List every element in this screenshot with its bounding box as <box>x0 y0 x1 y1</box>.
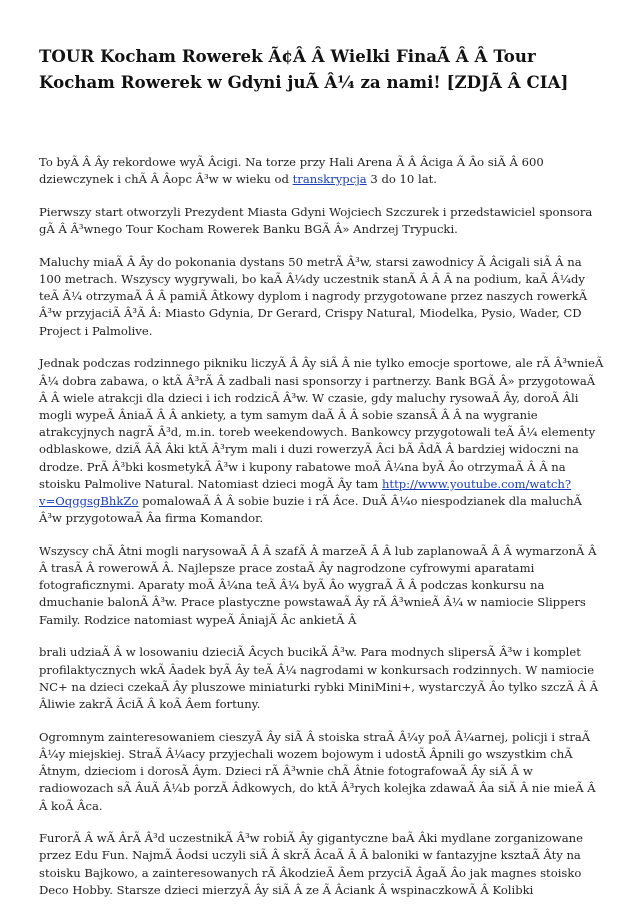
paragraph <box>39 254 607 340</box>
paragraph-text: Jednak podczas rodzinnego pikniku liczyÃ Â Ây siÃ Â nie tylko emocje sportowe, ale rÃ Â³wnieÃ Â¼ dobra zabawa, o ktÃ Â³rÃ Â zadbali nasi sponsorzy i partnerzy. Bank BGÃ Â» przygotowaÃ Â Â wiele atrakcji dla dzieci i ich rodzicÃ Â³w. W czasie, gdy maluchy rysowaÃ Ây, doroÃ Âli mogli wypeÃ ÂniaÃ Â Â ankiety, a tym samym daÃ Â Â sobie szansÃ Â Â na wygranie atrakcyjnych nagrÃ Â³d, m.in. toreb weekendowych. Bankowcy przygotowali teÃ Â¼ elementy odblaskowe, dziÃ ÂÃ Âki ktÃ Â³rym mali i duzi rowerzyÃ Âci bÃ ÂdÃ Â bardziej widoczni na drodze. PrÃ Â³bki kosmetykÃ Â³w i kupony rabatowe moÃ Â¼na byÃ Âo otrzymaÃ Â Â na stoisku Palmolive Natural. Natomiast dzieci mogÃ Ây tam <box>39 356 604 491</box>
article-title: TOUR Kocham Rowerek Ã¢Â Â Wielki FinaÃ Â Â Tour Kocham Rowerek w Gdyni juÃ Â¼ za nami! [ZDJÃ Â CIA] <box>39 46 569 92</box>
paragraph-text: pomalowaÃ Â Â sobie buzie i rÃ Âce. DuÃ Â¼o niespodzianek dla maluchÃ Â³w przygotowaÃ Âa firma Komandor. <box>39 493 582 526</box>
paragraph <box>39 729 607 815</box>
paragraph <box>39 644 607 713</box>
paragraph <box>39 355 607 527</box>
paragraph-text: Pierwszy start otworzyli Prezydent Miasta Gdyni Wojciech Szczurek i przedstawiciel sponsora gÃ Â Â³wnego Tour Kocham Rowerek Banku BGÃ Â» Andrzej Trypucki. <box>39 204 593 237</box>
paragraph-text: Ogromnym zainteresowaniem cieszyÃ Ây siÃ Â stoiska straÃ Â¼y poÃ Â¼arnej, policji i straÃ Â¼y miejskiej. StraÃ Â¼acy przyjechali wozem bojowym i udostÃ Âpnili go wszystkim chÃ Âtnym, dzieciom i dorosÃ Âym. Dzieci rÃ Â³wnie chÃ Âtnie fotografowaÃ Ây siÃ Â w radiowozach sÃ ÂuÃ Â¼b porzÃ Âdkowych, do ktÃ Â³rych kolejka zdawaÃ Âa siÃ Â nie mieÃ Â Â koÃ Âca. <box>39 729 596 813</box>
article-body <box>39 154 607 915</box>
inline-link[interactable]: transkrypcja <box>292 172 367 187</box>
paragraph <box>39 543 607 629</box>
paragraph <box>39 830 607 899</box>
document-page <box>39 43 605 95</box>
paragraph-text: Wszyscy chÃ Âtni mogli narysowaÃ Â Â szafÃ Â marzeÃ Â Â lub zaplanowaÃ Â Â wymarzonÃ Â Â trasÃ Â rowerowÃ Â. Najlepsze prace zostaÃ Ây nagrodzone cyfrowymi aparatami fotograficznymi. Aparaty moÃ Â¼na teÃ Â¼ byÃ Âo wygraÃ Â Â podczas konkursu na dmuchanie balonÃ Â³w. Prace plastyczne powstawaÃ Ây rÃ Â³wnieÃ Â¼ w namiocie Slippers Family. Rodzice natomiast wypeÃ ÂniajÃ Âc ankietÃ Â <box>39 543 597 627</box>
inline-link[interactable]: http://www.youtube.com/watch?v=OqggsgBhkZo <box>39 476 572 508</box>
paragraph <box>39 154 607 188</box>
paragraph-text: Maluchy miaÃ Â Ây do pokonania dystans 50 metrÃ Â³w, starsi zawodnicy Ã Âcigali siÃ Â na 100 metrach. Wszyscy wygrywali, bo kaÃ Â¼dy uczestnik stanÃ Â Â Â na podium, kaÃ Â¼dy teÃ Â¼ otrzymaÃ Â Â pamiÃ Âtkowy dyplom i nagrody przygotowane przez naszych rowerkÃ Â³w przyjaciÃ Â³Ã Â: Miasto Gdynia, Dr Gerard, Crispy Natural, Miodelka, Pysio, Wader, CD Project i Palmolive. <box>39 254 588 338</box>
paragraph <box>39 204 607 238</box>
paragraph-text: brali udziaÃ Â w losowaniu dzieciÃ Âcych bucikÃ Â³w. Para modnych slipersÃ Â³w i komplet profilaktycznych wkÃ Âadek byÃ Ây teÃ Â¼ nagrodami w konkursach rodzinnych. W namiocie NC+ na dzieci czekaÃ Ây pluszowe miniaturki rybki MiniMini+, wystarczyÃ Âo tylko szczÃ Â Â Âliwie zakrÃ ÂciÃ Â koÃ Âem fortuny. <box>39 645 599 711</box>
paragraph-text: To byÃ Â Ây rekordowe wyÃ Âcigi. Na torze przy Hali Arena Ã Â Âciga Ã Âo siÃ Â 600 dziewczynek i chÃ Â Âopc Â³w w wieku od <box>39 155 544 187</box>
paragraph-text: FurorÃ Â wÃ ÂrÃ Â³d uczestnikÃ Â³w robiÃ Ây gigantyczne baÃ Âki mydlane zorganizowane przez Edu Fun. NajmÃ Âodsi uczyli siÃ Â skrÃ ÂcaÃ Â Â baloniki w fantazyjne ksztaÃ Âty na stoisku Bajkowo, a zainteresowanych rÃ ÂkodzieÃ Âem przyciÃ ÂgaÃ Âo jak magnes stoisko Deco Hobby. Starsze dzieci mierzyÃ Ây siÃ Â ze Ã Âciank Â wspinaczkowÃ Â Kolibki <box>39 831 583 897</box>
paragraph-text: 3 do 10 lat. <box>366 172 437 187</box>
